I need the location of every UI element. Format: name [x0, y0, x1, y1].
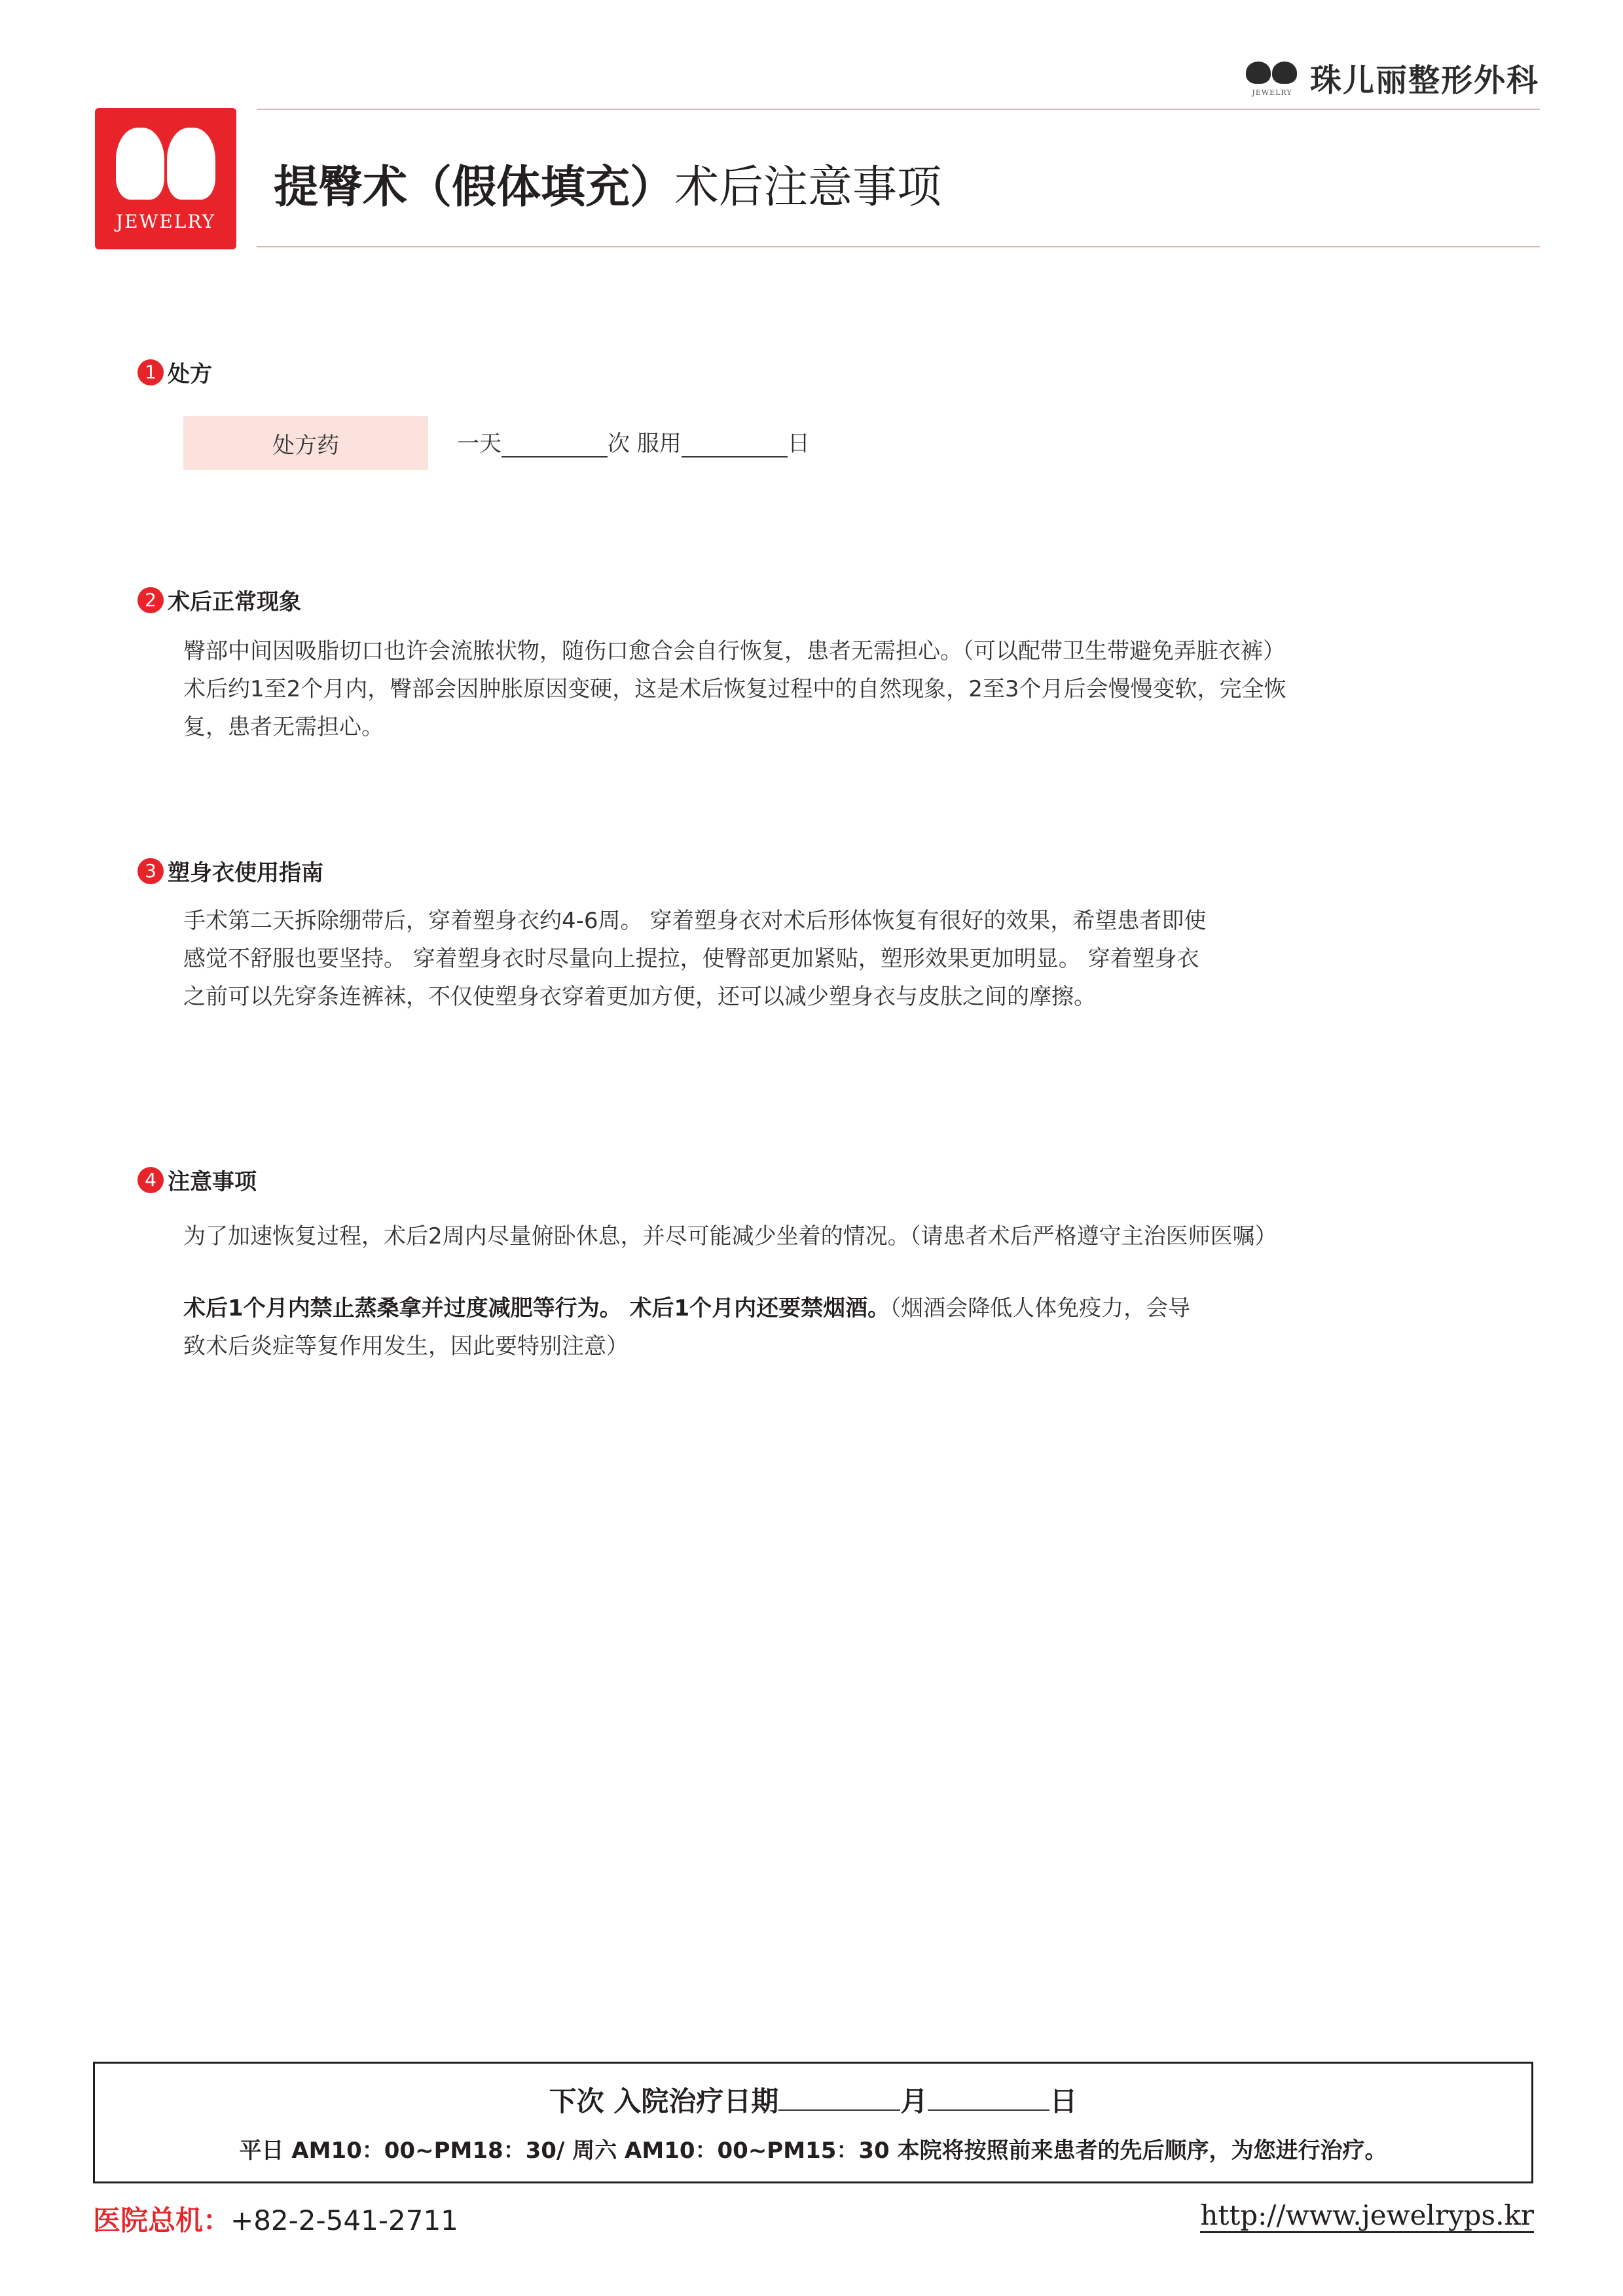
section-2-title: 术后正常现象 — [168, 589, 301, 615]
section-1-heading — [137, 356, 212, 388]
clinic-hours: 平日 AM10：00~PM18：30/ 周六 AM10：00~PM15：30 本院将按照前来患者的先后顺序，为您进行治疗。 — [239, 2138, 1387, 2164]
title-bold: 提臀术（假体填充） — [274, 162, 675, 213]
section-3-line: 感觉不舒服也要坚持。 穿着塑身衣时尽量向上提拉，使臀部更加紧贴，塑形效果更加明显。 穿着塑身衣 — [183, 946, 1199, 972]
brand-mark-icon — [1243, 59, 1301, 97]
section-2-number: 2 — [137, 587, 164, 613]
section-4-number: 4 — [137, 1167, 164, 1193]
logo-figures-icon — [113, 128, 218, 206]
section-2-body — [183, 632, 1286, 746]
rx-times-blank[interactable] — [501, 430, 608, 457]
next-visit-line — [93, 2080, 1533, 2119]
clinic-brand — [1243, 55, 1539, 100]
prescription-label: 处方药 — [272, 432, 339, 459]
header-rule-top — [257, 109, 1540, 110]
section-2-line: 术后约1至2个月内，臀部会因肿胀原因变硬，这是术后恢复过程中的自然现象，2至3个月后会慢慢变软，完全恢 — [183, 676, 1286, 702]
section-2-line: 臀部中间因吸脂切口也许会流脓状物，随伤口愈合会自行恢复，患者无需担心。（可以配带卫生带避免弄脏衣裤） — [183, 638, 1285, 664]
title-rest: 术后注意事项 — [674, 162, 942, 213]
section-2-line: 复，患者无需担心。 — [183, 714, 384, 740]
section-4-line-1: 为了加速恢复过程，术后2周内尽量俯卧休息，并尽可能减少坐着的情况。（请患者术后严格遵守主治医师医嘱） — [183, 1223, 1277, 1249]
prescription-dosage — [457, 425, 810, 457]
website-link[interactable]: http://www.jewelryps.kr — [1200, 2199, 1534, 2233]
visit-day-blank[interactable] — [928, 2082, 1049, 2111]
section-4-heading — [137, 1164, 257, 1196]
prescription-label-box — [183, 416, 428, 470]
section-4-line-2 — [183, 1289, 1190, 1327]
brand-mark-text: JEWELRY — [1252, 88, 1292, 97]
section-2-heading — [137, 584, 301, 616]
section-4-warning-rest: （烟酒会降低人体免疫力，会导 — [890, 1295, 1191, 1321]
rx-days-blank[interactable] — [682, 430, 788, 457]
clinic-name: 珠儿丽整形外科 — [1309, 62, 1539, 99]
phone-number[interactable]: +82-2-541-2711 — [230, 2204, 458, 2236]
logo-text: JEWELRY — [115, 211, 216, 232]
month-label: 月 — [900, 2085, 928, 2117]
hospital-phone — [93, 2199, 458, 2238]
header-rule-bottom — [257, 246, 1540, 247]
section-1-number: 1 — [137, 359, 164, 386]
section-1-title: 处方 — [168, 361, 212, 387]
day-label: 日 — [1049, 2085, 1078, 2117]
rx-mid: 次 服用 — [608, 431, 682, 457]
jewelry-logo — [95, 108, 236, 249]
section-3-heading — [137, 855, 323, 887]
page-title — [274, 152, 941, 215]
next-visit-label: 下次 入院治疗日期 — [549, 2085, 779, 2117]
section-4-warning-bold: 术后1个月内禁止蒸桑拿并过度减肥等行为。 术后1个月内还要禁烟酒。 — [183, 1295, 890, 1321]
section-3-line: 之前可以先穿条连裤袜，不仅使塑身衣穿着更加方便，还可以减少塑身衣与皮肤之间的摩擦。 — [183, 984, 1096, 1010]
section-3-number: 3 — [137, 858, 164, 884]
visit-month-blank[interactable] — [778, 2082, 900, 2111]
phone-label: 医院总机： — [93, 2204, 231, 2236]
rx-suffix: 日 — [787, 431, 810, 457]
rx-prefix: 一天 — [457, 431, 501, 457]
section-3-line: 手术第二天拆除绷带后，穿着塑身衣约4-6周。 穿着塑身衣对术后形体恢复有很好的效果，希望患者即使 — [183, 908, 1207, 934]
section-3-body — [183, 902, 1206, 1016]
section-3-title: 塑身衣使用指南 — [168, 860, 323, 886]
section-4-title: 注意事项 — [168, 1169, 257, 1195]
section-4-line-3: 致术后炎症等复作用发生，因此要特别注意） — [183, 1333, 629, 1359]
